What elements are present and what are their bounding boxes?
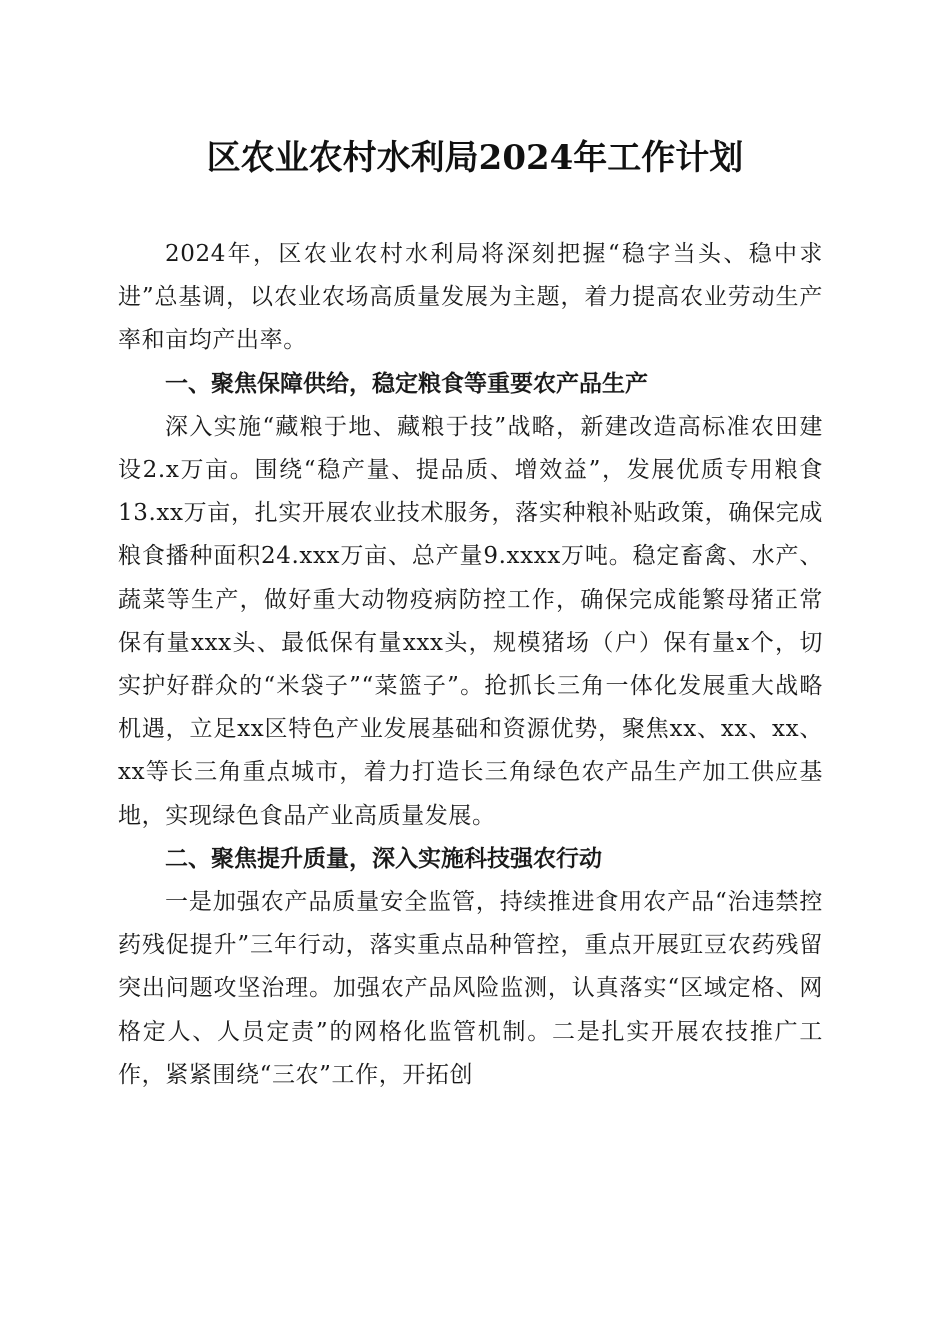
section-1-paragraph: 深入实施“藏粮于地、藏粮于技”战略，新建改造高标准农田建设2.x万亩。围绕“稳产量、提品质、增效益”，发展优质专用粮食13.xx万亩，扎实开展农业技术服务，落实种粮补贴政策，确保完成粮食播种面积24.xxx万亩、总产量9.xxxx万吨。稳定畜禽、水产、蔬菜等生产，做好重大动物疫病防控工作，确保完成能繁母猪正常保有量xxx头、最低保有量xxx头，规模猪场（户）保有量x个，切实护好群众的“米袋子”“菜篮子”。抢抓长三角一体化发展重大战略机遇，立足xx区特色产业发展基础和资源优势，聚焦xx、xx、xx、xx等长三角重点城市，着力打造长三角绿色农产品生产加工供应基地，实现绿色食品产业高质量发展。 [118,413,823,829]
section-heading-1: 一、聚焦保障供给，稳定粮食等重要农产品生产 [165,370,648,397]
document-body [118,233,823,1097]
section-2-paragraph: 一是加强农产品质量安全监管，持续推进食用农产品“治违禁控药残促提升”三年行动，落实重点品种管控，重点开展豇豆农药残留突出问题攻坚治理。加强农产品风险监测，认真落实“区域定格、网格定人、人员定责”的网格化监管机制。二是扎实开展农技推广工作，紧紧围绕“三农”工作，开拓创 [118,889,823,1088]
section-heading-2: 二、聚焦提升质量，深入实施科技强农行动 [165,845,602,872]
intro-paragraph: 2024年，区农业农村水利局将深刻把握“稳字当头、稳中求进”总基调，以农业农场高质量发展为主题，着力提高农业劳动生产率和亩均产出率。 [118,241,823,354]
document-title: 区农业农村水利局2024年工作计划 [206,138,744,178]
